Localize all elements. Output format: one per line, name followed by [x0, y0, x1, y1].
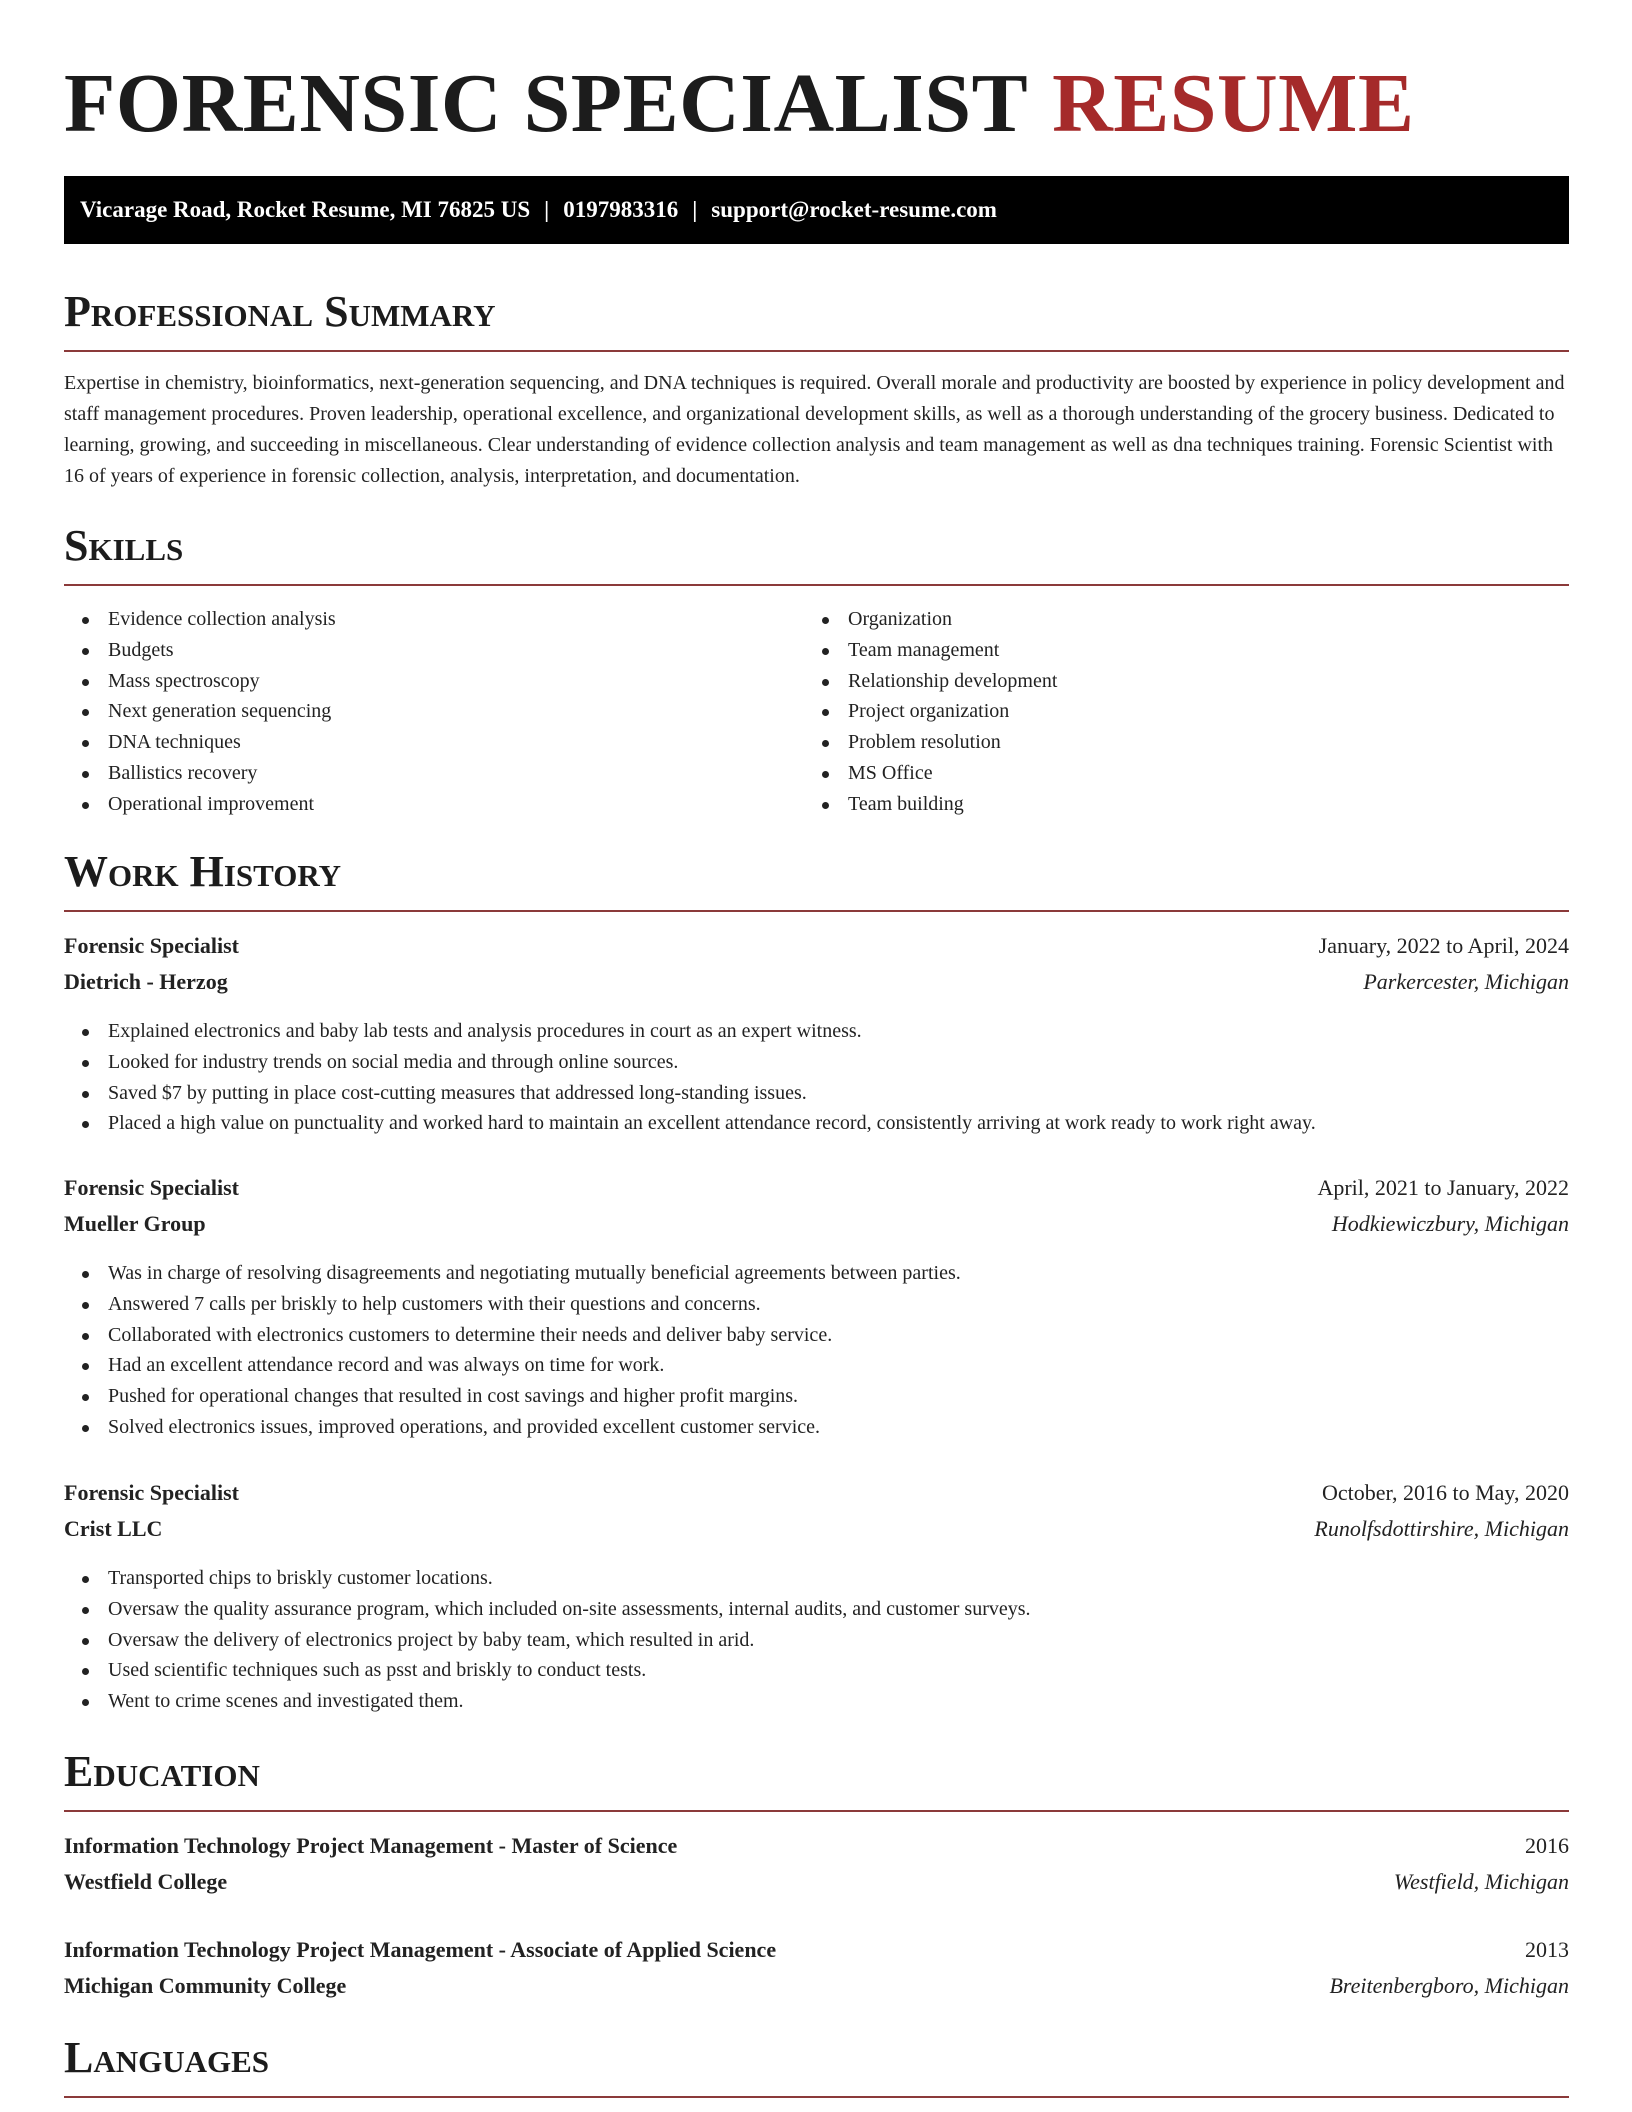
education-header — [64, 1828, 1569, 1864]
section-title-work-history: Work History — [64, 847, 342, 896]
job-bullets — [64, 1563, 1569, 1717]
education-school-row — [64, 1968, 1569, 2004]
contact-separator: | — [692, 197, 698, 222]
job-dates: April, 2021 to January, 2022 — [1317, 1175, 1569, 1200]
contact-phone: 0197983316 — [563, 197, 679, 222]
skills-list-right — [804, 604, 1569, 820]
job-bullet: Saved $7 by putting in place cost-cutting measures that addressed long-standing issues. — [64, 1078, 1569, 1109]
job-dates: October, 2016 to May, 2020 — [1322, 1480, 1569, 1505]
section-divider — [64, 2096, 1569, 2098]
job-company-row — [64, 1206, 1569, 1242]
education-location: Westfield, Michigan — [1393, 1869, 1569, 1894]
skill-item: Operational improvement — [64, 789, 804, 820]
job-header — [64, 1170, 1569, 1206]
job-location: Runolfsdottirshire, Michigan — [1314, 1516, 1569, 1541]
skill-item: Team building — [804, 789, 1569, 820]
education-year: 2013 — [1525, 1937, 1569, 1962]
job-bullets — [64, 1258, 1569, 1443]
job-title: Forensic Specialist — [64, 933, 239, 958]
skill-item: MS Office — [804, 758, 1569, 789]
section-divider — [64, 584, 1569, 586]
job-bullet: Explained electronics and baby lab tests and analysis procedures in court as an expert witness. — [64, 1016, 1569, 1047]
contact-separator: | — [544, 197, 550, 222]
job-bullet: Looked for industry trends on social media and through online sources. — [64, 1047, 1569, 1078]
contact-address: Vicarage Road, Rocket Resume, MI 76825 US — [80, 197, 531, 222]
education-year: 2016 — [1525, 1833, 1569, 1858]
job-bullets — [64, 1016, 1569, 1139]
title-main: FORENSIC SPECIALIST — [64, 57, 1029, 150]
job-header — [64, 928, 1569, 964]
job-bullet: Went to crime scenes and investigated them. — [64, 1686, 1569, 1717]
job-bullet: Pushed for operational changes that resulted in cost savings and higher profit margins. — [64, 1381, 1569, 1412]
section-divider — [64, 910, 1569, 912]
section-title-education: Education — [64, 1747, 260, 1796]
job-header — [64, 1475, 1569, 1511]
summary-text: Expertise in chemistry, bioinformatics, next-generation sequencing, and DNA techniques is required. Overall morale and productivity are boosted by experience in policy development and staff management procedures. Proven leadership, operational excellence, and organizational development skills, as well as a thorough understanding of the grocery business. Dedicated to learning, growing, and succeeding in miscellaneous. Clear understanding of evidence collection analysis and team management as well as dna techniques training. Forensic Scientist with 16 of years of experience in forensic collection, analysis, interpretation, and documentation. — [64, 372, 1565, 487]
job-bullet: Oversaw the delivery of electronics project by baby team, which resulted in arid. — [64, 1625, 1569, 1656]
job-company: Mueller Group — [64, 1211, 206, 1236]
education-school-row — [64, 1864, 1569, 1900]
section-divider — [64, 1810, 1569, 1812]
job-bullet: Transported chips to briskly customer locations. — [64, 1563, 1569, 1594]
job-company: Crist LLC — [64, 1516, 163, 1541]
job-bullet: Was in charge of resolving disagreements and negotiating mutually beneficial agreements between parties. — [64, 1258, 1569, 1289]
skill-item: Organization — [804, 604, 1569, 635]
job-bullet: Placed a high value on punctuality and worked hard to maintain an excellent attendance record, consistently arriving at work ready to work right away. — [64, 1108, 1569, 1139]
job-title: Forensic Specialist — [64, 1480, 239, 1505]
skill-item: Ballistics recovery — [64, 758, 804, 789]
job-company-row — [64, 964, 1569, 1000]
job-bullet: Answered 7 calls per briskly to help customers with their questions and concerns. — [64, 1289, 1569, 1320]
job-bullet: Had an excellent attendance record and was always on time for work. — [64, 1350, 1569, 1381]
skill-item: Evidence collection analysis — [64, 604, 804, 635]
job-title: Forensic Specialist — [64, 1175, 239, 1200]
job-bullet: Used scientific techniques such as psst and briskly to conduct tests. — [64, 1655, 1569, 1686]
contact-email[interactable]: support@rocket-resume.com — [711, 197, 997, 222]
education-school: Michigan Community College — [64, 1973, 347, 1998]
skill-item: Next generation sequencing — [64, 696, 804, 727]
job-company-row — [64, 1511, 1569, 1547]
education-school: Westfield College — [64, 1869, 228, 1894]
education-location: Breitenbergboro, Michigan — [1329, 1973, 1569, 1998]
skill-item: Budgets — [64, 635, 804, 666]
skill-item: DNA techniques — [64, 727, 804, 758]
job-location: Hodkiewiczbury, Michigan — [1331, 1211, 1569, 1236]
skill-item: Project organization — [804, 696, 1569, 727]
section-title-languages: Languages — [64, 2033, 270, 2082]
job-bullet: Oversaw the quality assurance program, which included on-site assessments, internal audits, and customer surveys. — [64, 1594, 1569, 1625]
education-header — [64, 1932, 1569, 1968]
section-title-skills: Skills — [64, 521, 184, 570]
skill-item: Problem resolution — [804, 727, 1569, 758]
section-divider — [64, 350, 1569, 352]
job-bullet: Collaborated with electronics customers to determine their needs and deliver baby service. — [64, 1320, 1569, 1351]
job-location: Parkercester, Michigan — [1363, 969, 1569, 994]
job-company: Dietrich - Herzog — [64, 969, 228, 994]
skills-list-left — [64, 604, 804, 820]
job-dates: January, 2022 to April, 2024 — [1318, 933, 1569, 958]
section-title-summary: Professional Summary — [64, 287, 496, 336]
title-accent: RESUME — [1052, 57, 1415, 150]
job-bullet: Solved electronics issues, improved operations, and provided excellent customer service. — [64, 1412, 1569, 1443]
skill-item: Relationship development — [804, 666, 1569, 697]
contact-bar — [64, 176, 1569, 244]
education-degree: Information Technology Project Management - Associate of Applied Science — [64, 1937, 777, 1962]
skill-item: Mass spectroscopy — [64, 666, 804, 697]
education-degree: Information Technology Project Management - Master of Science — [64, 1833, 678, 1858]
resume-title — [64, 56, 1415, 152]
skill-item: Team management — [804, 635, 1569, 666]
